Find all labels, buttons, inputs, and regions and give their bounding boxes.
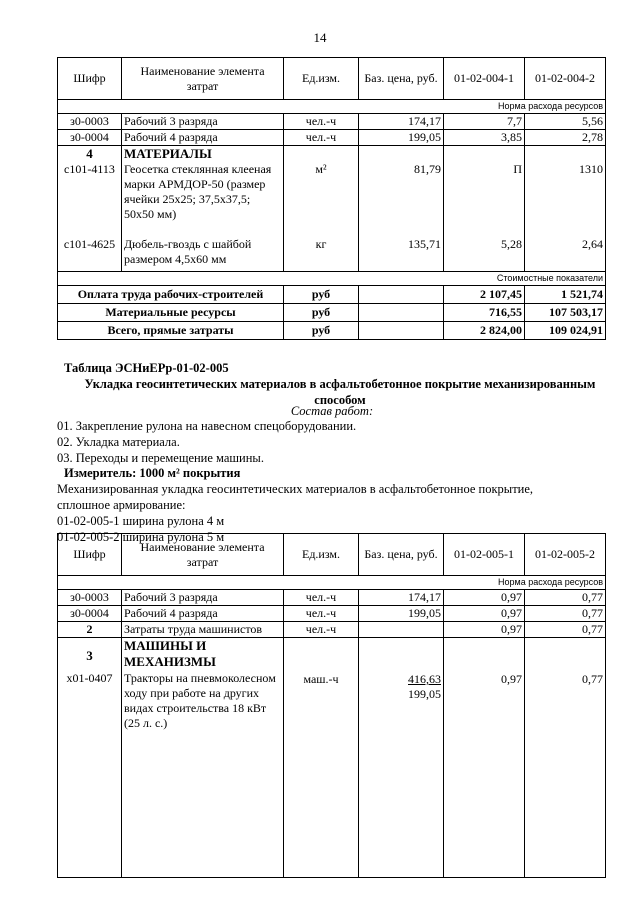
table-header-row bbox=[58, 534, 606, 576]
table-title: Укладка геосинтетических материалов в асфальтобетонное покрытие механизированным способом bbox=[84, 377, 596, 407]
row-value-2: 2,78 bbox=[525, 130, 606, 146]
summary-value-2: 109 024,91 bbox=[525, 322, 606, 340]
col-header-code: Шифр bbox=[58, 58, 122, 100]
row-name: Рабочий 4 разряда bbox=[122, 606, 284, 622]
col-header-variant-2: 01-02-005-2 bbox=[525, 534, 606, 576]
norm-label: Норма расхода ресурсов bbox=[58, 576, 606, 590]
material-code: с101-4113 bbox=[64, 162, 115, 176]
col-header-price: Баз. цена, руб. bbox=[359, 534, 444, 576]
machine-price: 416,63 bbox=[408, 672, 441, 686]
summary-name: Всего, прямые затраты bbox=[58, 322, 284, 340]
machine-unit: маш.-ч bbox=[303, 672, 339, 686]
row-value-2: 0,77 bbox=[525, 590, 606, 606]
row-name: Рабочий 4 разряда bbox=[122, 130, 284, 146]
row-price: 174,17 bbox=[359, 590, 444, 606]
description: Механизированная укладка геосинтетических материалов в асфальтобетонное покрытие, сплошное армирование: bbox=[57, 482, 534, 512]
row-price: 199,05 bbox=[359, 606, 444, 622]
col-header-unit: Ед.изм. bbox=[284, 534, 359, 576]
summary-name: Оплата труда рабочих-строителей bbox=[58, 286, 284, 304]
table-row bbox=[58, 622, 606, 638]
row-code: з0-0004 bbox=[58, 130, 122, 146]
material-unit: кг bbox=[315, 237, 327, 251]
table-row bbox=[58, 130, 606, 146]
material-name: Дюбель-гвоздь с шайбой размером 4,5х60 мм bbox=[124, 237, 252, 266]
row-value-1: 7,7 bbox=[444, 114, 525, 130]
row-price bbox=[359, 622, 444, 638]
work-step: 02. Укладка материала. bbox=[57, 435, 180, 449]
row-value-1: 3,85 bbox=[444, 130, 525, 146]
materials-section bbox=[58, 146, 606, 272]
row-unit: чел.-ч bbox=[284, 606, 359, 622]
row-price: 174,17 bbox=[359, 114, 444, 130]
summary-value-1: 2 107,45 bbox=[444, 286, 525, 304]
row-value-2: 0,77 bbox=[525, 622, 606, 638]
row-unit: чел.-ч bbox=[284, 590, 359, 606]
summary-row bbox=[58, 304, 606, 322]
section-title: МАШИНЫ И МЕХАНИЗМЫ bbox=[124, 638, 216, 669]
machine-value-2: 0,77 bbox=[582, 672, 603, 686]
col-header-code: Шифр bbox=[58, 534, 122, 576]
table-header-row bbox=[58, 58, 606, 100]
summary-value-1: 2 824,00 bbox=[444, 322, 525, 340]
material-price: 81,79 bbox=[414, 162, 441, 176]
col-header-variant-1: 01-02-005-1 bbox=[444, 534, 525, 576]
work-step: 03. Переходы и перемещение машины. bbox=[57, 451, 264, 465]
row-name: Затраты труда машинистов bbox=[122, 622, 284, 638]
material-value-1: 5,28 bbox=[501, 237, 522, 251]
col-header-variant-1: 01-02-004-1 bbox=[444, 58, 525, 100]
row-code: з0-0003 bbox=[58, 590, 122, 606]
table-row bbox=[58, 606, 606, 622]
col-header-unit: Ед.изм. bbox=[284, 58, 359, 100]
row-unit: чел.-ч bbox=[284, 622, 359, 638]
summary-row bbox=[58, 286, 606, 304]
section-number: 3 bbox=[86, 648, 93, 663]
material-name: Геосетка стеклянная клееная марки АРМДОР-50 (размер ячейки 25х25; 37,5х37,5; 50х50 мм) bbox=[124, 162, 272, 221]
summary-row bbox=[58, 322, 606, 340]
row-value-1: 0,97 bbox=[444, 590, 525, 606]
summary-value-1: 716,55 bbox=[444, 304, 525, 322]
machine-value-1: 0,97 bbox=[501, 672, 522, 686]
machine-price-alt: 199,05 bbox=[408, 687, 441, 701]
summary-value-2: 1 521,74 bbox=[525, 286, 606, 304]
row-code: з0-0003 bbox=[58, 114, 122, 130]
variant: 01-02-005-1 ширина рулона 4 м bbox=[57, 514, 225, 528]
resource-table-2 bbox=[57, 533, 606, 878]
section-title: МАТЕРИАЛЫ bbox=[124, 146, 212, 161]
section-number: 4 bbox=[86, 146, 93, 161]
row-code: з0-0004 bbox=[58, 606, 122, 622]
row-unit: чел.-ч bbox=[284, 130, 359, 146]
row-unit: чел.-ч bbox=[284, 114, 359, 130]
material-price: 135,71 bbox=[408, 237, 441, 251]
summary-unit: руб bbox=[284, 286, 359, 304]
col-header-name: Наименование элемента затрат bbox=[122, 58, 284, 100]
material-value-2: 2,64 bbox=[582, 237, 603, 251]
row-value-1: 0,97 bbox=[444, 622, 525, 638]
material-code: с101-4625 bbox=[63, 237, 116, 251]
col-header-price: Баз. цена, руб. bbox=[359, 58, 444, 100]
machine-code: х01-0407 bbox=[66, 671, 113, 685]
norm-label: Норма расхода ресурсов bbox=[58, 100, 606, 114]
summary-unit: руб bbox=[284, 304, 359, 322]
col-header-variant-2: 01-02-004-2 bbox=[525, 58, 606, 100]
row-value-2: 0,77 bbox=[525, 606, 606, 622]
row-name: Рабочий 3 разряда bbox=[122, 114, 284, 130]
composition-label: Состав работ: bbox=[290, 404, 374, 418]
material-value-2: 1310 bbox=[579, 162, 603, 176]
machine-name: Тракторы на пневмоколесном ходу при работе на других видах строительства 18 кВт (25 л. с.) bbox=[124, 671, 276, 730]
row-price: 199,05 bbox=[359, 130, 444, 146]
table-id: Таблица ЭСНиЕРр-01-02-005 bbox=[64, 361, 229, 375]
table-row bbox=[58, 590, 606, 606]
material-unit: м² bbox=[315, 162, 327, 176]
row-value-2: 5,56 bbox=[525, 114, 606, 130]
page-number: 14 bbox=[313, 30, 327, 45]
work-step: 01. Закрепление рулона на навесном спецоборудовании. bbox=[57, 419, 357, 433]
variant: 01-02-005-2 ширина рулона 5 м bbox=[57, 530, 225, 544]
row-name: Рабочий 3 разряда bbox=[122, 590, 284, 606]
machines-section bbox=[58, 638, 606, 878]
row-value-1: 0,97 bbox=[444, 606, 525, 622]
meter: Измеритель: 1000 м² покрытия bbox=[64, 466, 241, 480]
row-code: 2 bbox=[58, 622, 122, 638]
table-row bbox=[58, 114, 606, 130]
summary-name: Материальные ресурсы bbox=[58, 304, 284, 322]
cost-indicators-label: Стоимостные показатели bbox=[58, 272, 606, 286]
resource-table-1 bbox=[57, 57, 606, 340]
material-value-1: П bbox=[513, 162, 522, 176]
col-header-name: Наименование элемента затрат bbox=[122, 534, 284, 576]
summary-value-2: 107 503,17 bbox=[525, 304, 606, 322]
summary-unit: руб bbox=[284, 322, 359, 340]
